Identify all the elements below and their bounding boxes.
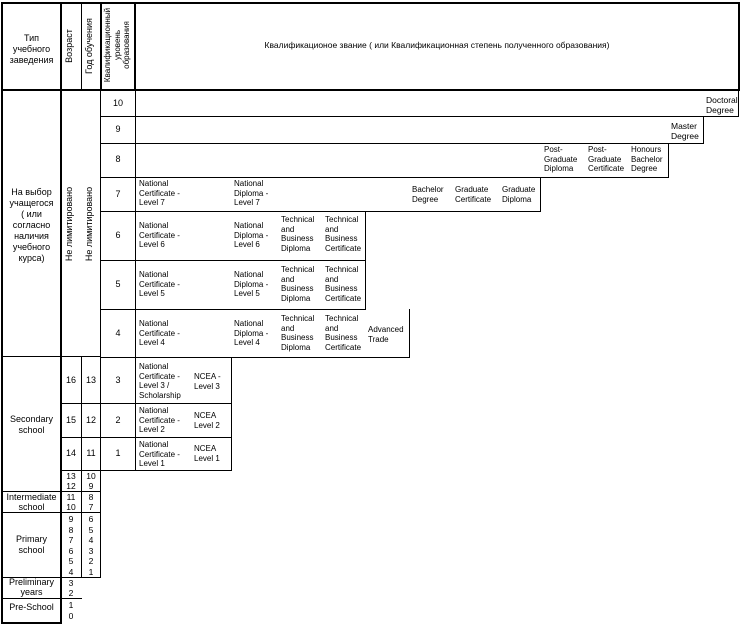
institution-secondary: Secondary school — [9, 414, 54, 435]
level-1: 1 — [115, 448, 121, 458]
year-13: 13 — [85, 375, 96, 385]
age-unlimited: Не лимитировано — [64, 186, 74, 262]
qual-ncea-2: NCEA Level 2 — [194, 411, 220, 430]
header-age: Возраст — [64, 29, 74, 63]
row-10-right — [738, 91, 739, 117]
age-16: 16 — [65, 375, 76, 385]
level-7: 7 — [115, 189, 121, 199]
row-1-right — [231, 437, 232, 471]
qual-national-diploma-5: National Diploma - Level 5 — [234, 270, 269, 298]
level-8: 8 — [115, 154, 121, 164]
qual-ncea-3: NCEA - Level 3 — [194, 372, 221, 391]
row-5-bottom — [101, 309, 366, 310]
row-2-bottom — [61, 437, 232, 438]
year-6-1: 6 5 4 3 2 1 — [88, 514, 94, 577]
institution-choice: На выбор учащегося ( или согласно наличия учебного курса) — [9, 187, 54, 263]
year-12: 12 — [85, 415, 96, 425]
institution-preschool: Pre-School — [9, 602, 54, 612]
row-4-bottom — [101, 357, 410, 358]
year-11: 11 — [86, 448, 96, 458]
header-institution-type: Тип учебного заведения — [9, 33, 54, 65]
year-8-7: 8 7 — [88, 492, 94, 512]
row-9-bottom — [101, 143, 704, 144]
qual-national-cert-4: National Certificate - Level 4 — [139, 319, 180, 347]
inst-sep-bottom — [1, 622, 61, 624]
qual-bachelor-degree: Bachelor Degree — [412, 185, 444, 204]
qual-postgrad-certificate: Post- Graduate Certificate — [588, 145, 625, 173]
level-4: 4 — [115, 328, 121, 338]
qual-national-diploma-6: National Diploma - Level 6 — [234, 221, 269, 249]
qual-national-cert-1: National Certificate - Level 1 — [139, 440, 180, 468]
header-qual-level: Квалификационный уровень образования — [103, 7, 131, 83]
qual-national-cert-3: National Certificate - Level 3 / Scholarship — [139, 362, 181, 400]
qual-honours-bachelor: Honours Bachelor Degree — [631, 145, 663, 173]
qual-tech-business-cert-6: Technical and Business Certificate — [325, 215, 362, 253]
qual-tech-business-diploma-6: Technical and Business Diploma — [281, 215, 315, 253]
qual-tech-business-diploma-4: Technical and Business Diploma — [281, 314, 315, 352]
age-14: 14 — [65, 448, 76, 458]
level-2: 2 — [115, 415, 121, 425]
level-9: 9 — [115, 124, 121, 134]
qual-graduate-certificate: Graduate Certificate — [455, 185, 492, 204]
row-3-right — [231, 357, 232, 404]
row-6-right — [365, 211, 366, 261]
header-bottom — [1, 89, 740, 91]
header-year-of-study: Год обучения — [84, 18, 94, 74]
qual-tech-business-diploma-5: Technical and Business Diploma — [281, 265, 315, 303]
age-15: 15 — [65, 415, 76, 425]
qual-tech-business-cert-4: Technical and Business Certificate — [325, 314, 362, 352]
qual-doctoral-degree: Doctoral Degree — [706, 95, 738, 115]
qual-national-diploma-4: National Diploma - Level 4 — [234, 319, 269, 347]
row-4-right — [409, 309, 410, 358]
row-7-bottom — [101, 211, 541, 212]
row-8-right — [668, 143, 669, 178]
col-sep-3 — [100, 2, 102, 91]
institution-primary: Primary school — [16, 534, 47, 555]
age-1-0: 1 0 — [68, 600, 74, 621]
frame-left — [1, 2, 3, 624]
age-13-12: 13 12 — [66, 471, 76, 491]
inst-sep-preschool — [1, 598, 82, 599]
level-5: 5 — [115, 279, 121, 289]
row-8-bottom — [101, 177, 669, 178]
qual-national-cert-6: National Certificate - Level 6 — [139, 221, 180, 249]
row-6-bottom — [101, 260, 366, 261]
institution-intermediate: Intermediate school — [6, 492, 57, 512]
row-3-bottom — [61, 403, 232, 404]
inst-sep-secondary — [1, 356, 101, 357]
qual-national-cert-2: National Certificate - Level 2 — [139, 406, 180, 434]
qual-national-cert-7: National Certificate - Level 7 — [139, 179, 180, 207]
col-sep-2 — [81, 2, 82, 91]
age-3-2: 3 2 — [68, 578, 74, 598]
level-col-right — [135, 91, 136, 471]
age-9-4: 9 8 7 6 5 4 — [68, 514, 74, 577]
row-7-right — [540, 177, 541, 212]
row-5-right — [365, 260, 366, 310]
qual-advanced-trade: Advanced Trade — [368, 325, 404, 344]
qual-graduate-diploma: Graduate Diploma — [502, 185, 536, 204]
qual-ncea-1: NCEA Level 1 — [194, 444, 220, 463]
row-2-right — [231, 403, 232, 438]
year-10-9: 10 9 — [86, 471, 96, 491]
row-9-right — [703, 116, 704, 144]
level-10: 10 — [112, 98, 123, 108]
year-unlimited: Не лимитировано — [84, 186, 94, 262]
qual-national-diploma-7: National Diploma - Level 7 — [234, 179, 269, 207]
qual-master-degree: Master Degree — [671, 121, 699, 141]
qual-national-cert-5: National Certificate - Level 5 — [139, 270, 180, 298]
level-6: 6 — [115, 230, 121, 240]
header-qual-title: Квалификационое звание ( или Квалификационная степень полученного образования) — [264, 40, 610, 50]
inst-sep-primary — [1, 512, 101, 513]
frame-right — [738, 2, 740, 91]
age-11-10: 11 10 — [66, 492, 76, 512]
qual-postgrad-diploma: Post- Graduate Diploma — [544, 145, 578, 173]
row-10-bottom — [101, 116, 738, 117]
institution-preliminary: Preliminary years — [8, 577, 54, 597]
level-3: 3 — [115, 375, 121, 385]
qual-tech-business-cert-5: Technical and Business Certificate — [325, 265, 362, 303]
